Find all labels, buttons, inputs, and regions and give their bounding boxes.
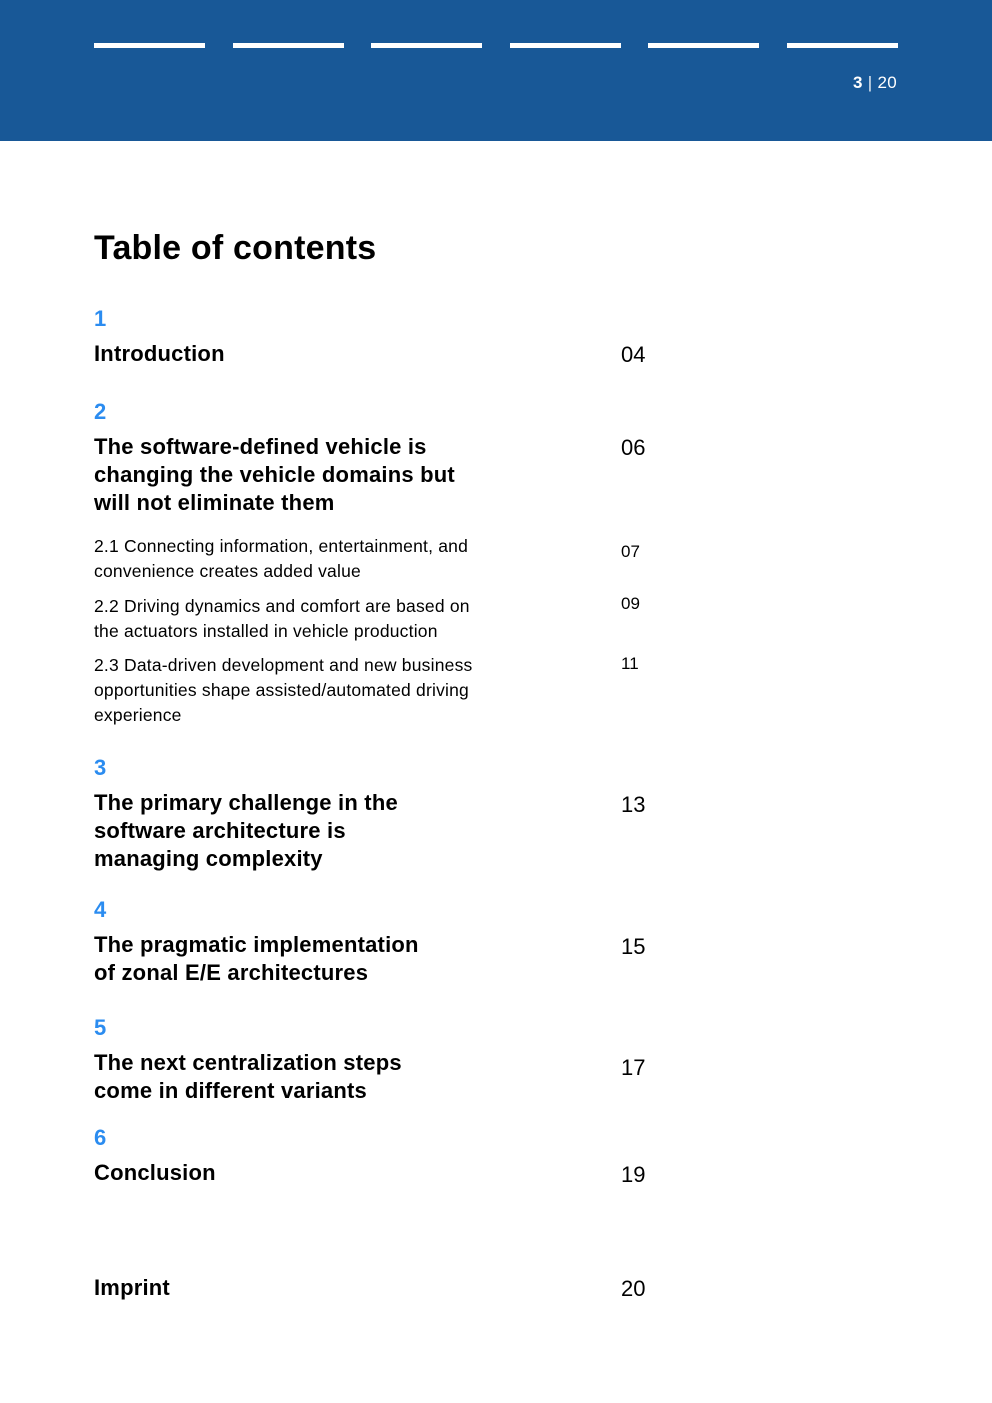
- page-indicator: [853, 73, 897, 93]
- section-title-line: will not eliminate them: [94, 490, 335, 515]
- subsection-page-number[interactable]: 09: [621, 594, 640, 613]
- section-title[interactable]: [94, 1159, 534, 1187]
- subsection-title-line: 2.2 Driving dynamics and comfort are based on: [94, 596, 470, 616]
- subsection-title-line: experience: [94, 705, 182, 725]
- current-page: 3: [853, 73, 863, 92]
- subsection-title[interactable]: [94, 534, 534, 584]
- section-number: 6: [94, 1125, 107, 1150]
- subsection-title-line: convenience creates added value: [94, 561, 361, 581]
- page-separator: |: [867, 73, 873, 92]
- section-title-line: managing complexity: [94, 846, 323, 871]
- section-page-number[interactable]: 15: [621, 934, 646, 959]
- section-title[interactable]: [94, 1049, 534, 1105]
- subsection-page-number[interactable]: 07: [621, 542, 640, 561]
- imprint-title[interactable]: Imprint: [94, 1275, 170, 1300]
- imprint-page-number[interactable]: 20: [621, 1276, 646, 1301]
- subsection-title[interactable]: [94, 594, 534, 644]
- header-dash: [233, 43, 344, 48]
- section-number: 4: [94, 897, 107, 922]
- section-title-line: The next centralization steps: [94, 1050, 402, 1075]
- subsection-title-line: 2.1 Connecting information, entertainment, and: [94, 536, 469, 556]
- subsection-page-number[interactable]: 11: [621, 654, 639, 673]
- section-title-line: changing the vehicle domains but: [94, 462, 455, 487]
- section-title[interactable]: [94, 433, 534, 517]
- section-page-number[interactable]: 06: [621, 435, 646, 460]
- section-number: 1: [94, 306, 107, 331]
- total-pages: 20: [877, 73, 897, 92]
- section-number: 5: [94, 1015, 107, 1040]
- subsection-title[interactable]: [94, 653, 534, 728]
- header-dash: [787, 43, 898, 48]
- section-title-line: Introduction: [94, 341, 225, 366]
- subsection-title-line: 2.3 Data-driven development and new business: [94, 655, 473, 675]
- section-title-line: The pragmatic implementation: [94, 932, 419, 957]
- header-dash: [94, 43, 205, 48]
- section-title-line: software architecture is: [94, 818, 346, 843]
- section-number: 2: [94, 399, 107, 424]
- section-title[interactable]: [94, 340, 534, 368]
- section-page-number[interactable]: 13: [621, 792, 646, 817]
- section-title[interactable]: [94, 931, 534, 987]
- header-dash: [371, 43, 482, 48]
- section-number: 3: [94, 755, 107, 780]
- page-title: Table of contents: [94, 229, 377, 267]
- section-title-line: The primary challenge in the: [94, 790, 398, 815]
- section-title-line: The software-defined vehicle is: [94, 434, 427, 459]
- header-dash: [510, 43, 621, 48]
- section-title-line: Conclusion: [94, 1160, 216, 1185]
- section-title[interactable]: [94, 789, 534, 873]
- section-page-number[interactable]: 17: [621, 1055, 646, 1080]
- section-title-line: come in different variants: [94, 1078, 367, 1103]
- header-band: [0, 0, 992, 141]
- section-title-line: of zonal E/E architectures: [94, 960, 369, 985]
- subsection-title-line: opportunities shape assisted/automated driving: [94, 680, 469, 700]
- header-dash: [648, 43, 759, 48]
- subsection-title-line: the actuators installed in vehicle production: [94, 621, 438, 641]
- section-page-number[interactable]: 04: [621, 342, 646, 367]
- section-page-number[interactable]: 19: [621, 1162, 646, 1187]
